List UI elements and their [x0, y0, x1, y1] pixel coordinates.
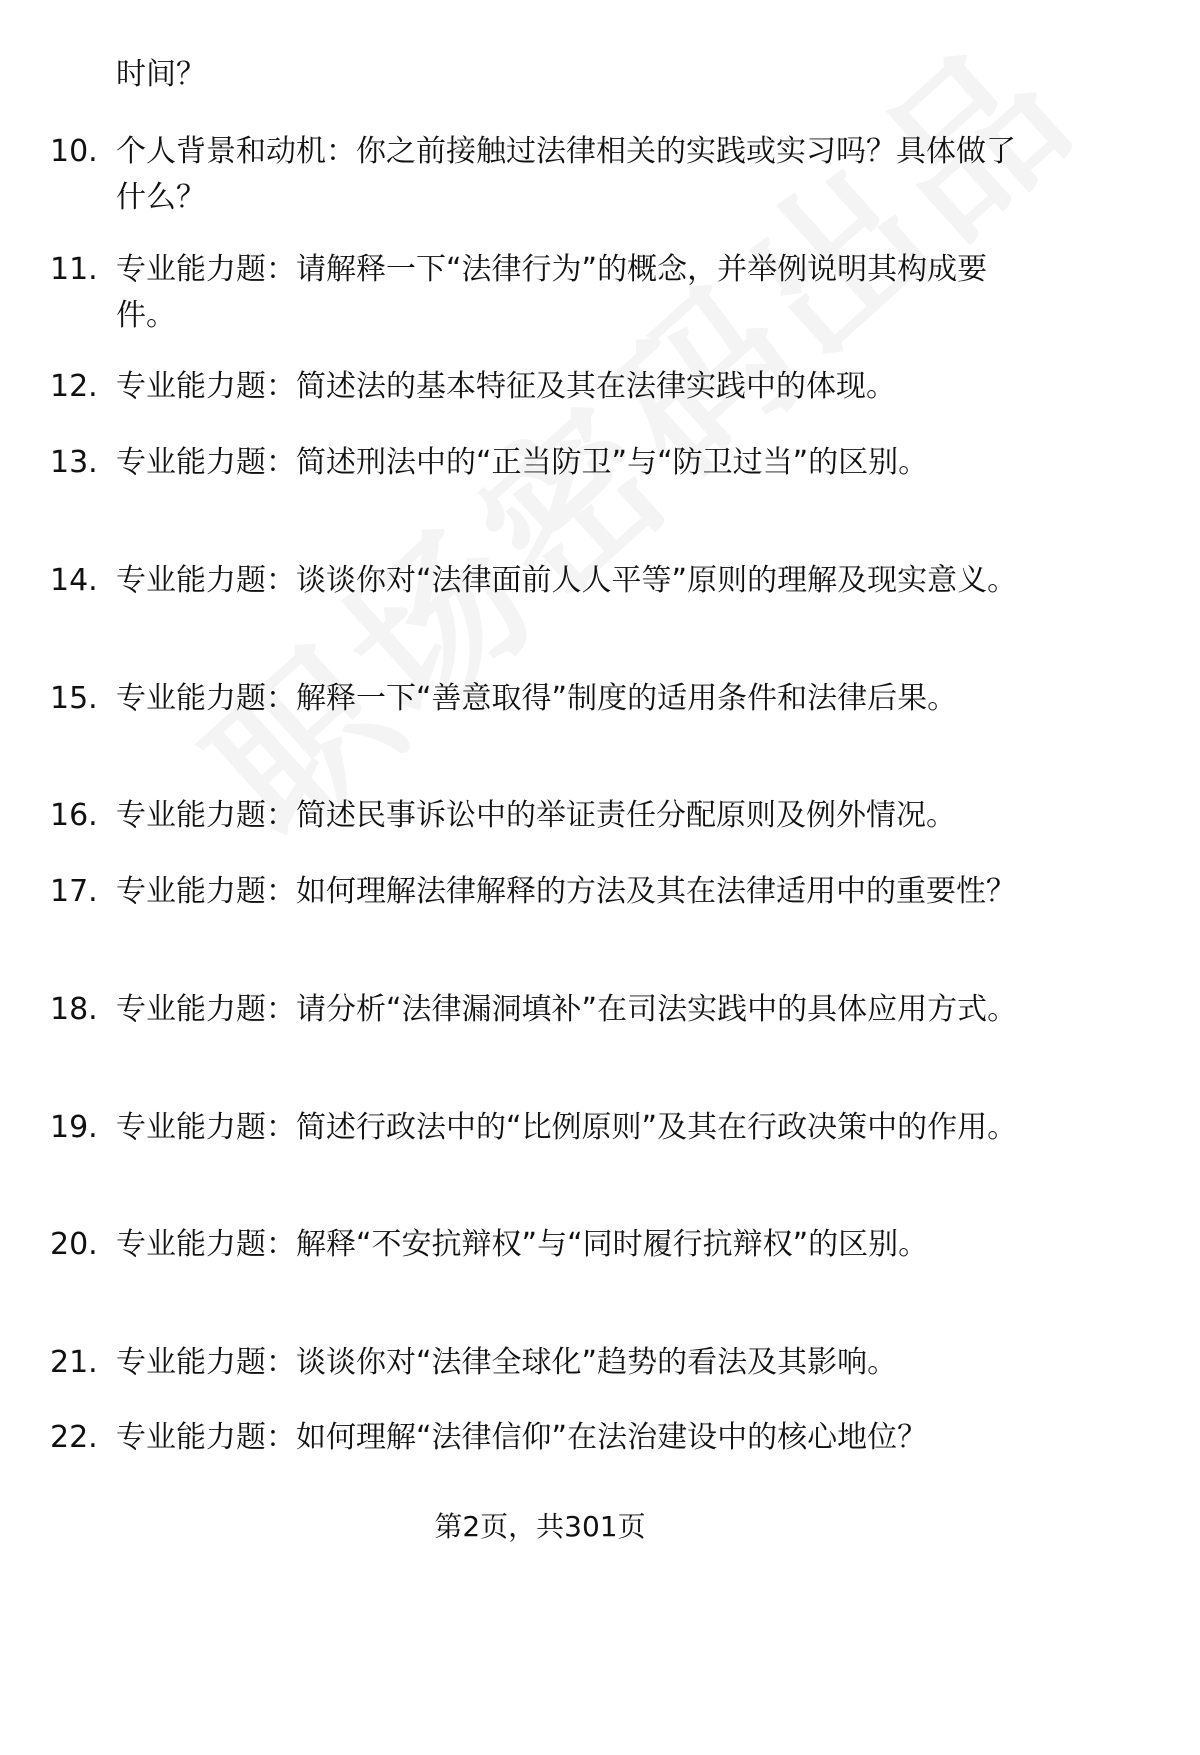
question-text: 个人背景和动机：你之前接触过法律相关的实践或实习吗？具体做了什么？: [116, 134, 1016, 215]
question-number: 12.: [50, 369, 98, 404]
question-number: 14.: [50, 563, 98, 598]
question-text: 专业能力题：简述民事诉讼中的举证责任分配原则及例外情况。: [116, 798, 956, 833]
question-item: [50, 793, 956, 839]
question-number: 21.: [50, 1345, 98, 1380]
question-number: 19.: [50, 1110, 98, 1145]
question-text: 专业能力题：谈谈你对“法律全球化”趋势的看法及其影响。: [116, 1345, 898, 1380]
question-text: 专业能力题：请分析“法律漏洞填补”在司法实践中的具体应用方式。: [116, 992, 1018, 1027]
question-number: 11.: [50, 252, 98, 287]
question-number: 18.: [50, 992, 98, 1027]
question-text: 专业能力题：如何理解法律解释的方法及其在法律适用中的重要性？: [116, 874, 1016, 909]
question-item: [50, 129, 1035, 221]
question-item: [50, 1105, 1017, 1151]
question-text: 专业能力题：如何理解“法律信仰”在法治建设中的核心地位？: [116, 1420, 928, 1455]
question-number: 10.: [50, 134, 98, 169]
question-number: 22.: [50, 1420, 98, 1455]
question-text: 专业能力题：简述行政法中的“比例原则”及其在行政决策中的作用。: [116, 1110, 1018, 1145]
question-item: [50, 247, 1035, 339]
question-text: 专业能力题：解释“不安抗辩权”与“同时履行抗辩权”的区别。: [116, 1227, 929, 1262]
question-item: [50, 1340, 897, 1386]
question-item: [50, 558, 1017, 604]
question-item: [50, 1415, 927, 1461]
question-number: 16.: [50, 798, 98, 833]
question-item: [50, 676, 957, 722]
question-text: 专业能力题：解释一下“善意取得”制度的适用条件和法律后果。: [116, 681, 958, 716]
question-item: [50, 987, 1017, 1033]
question-item: [50, 1222, 928, 1268]
question-number: 15.: [50, 681, 98, 716]
question-item: [50, 869, 1016, 915]
question-item: [50, 364, 896, 410]
question-text: 专业能力题：谈谈你对“法律面前人人平等”原则的理解及现实意义。: [116, 563, 1018, 598]
question-number: 20.: [50, 1227, 98, 1262]
question-text: 专业能力题：简述法的基本特征及其在法律实践中的体现。: [116, 369, 896, 404]
page-number-footer: 第2页，共301页: [434, 1510, 646, 1543]
question-item: [50, 440, 928, 486]
question-text: 专业能力题：简述刑法中的“正当防卫”与“防卫过当”的区别。: [116, 445, 929, 480]
question-text: 专业能力题：请解释一下“法律行为”的概念，并举例说明其构成要件。: [116, 252, 988, 333]
question-number: 13.: [50, 445, 98, 480]
question-number: 17.: [50, 874, 98, 909]
continuation-text: 时间？: [116, 57, 206, 92]
